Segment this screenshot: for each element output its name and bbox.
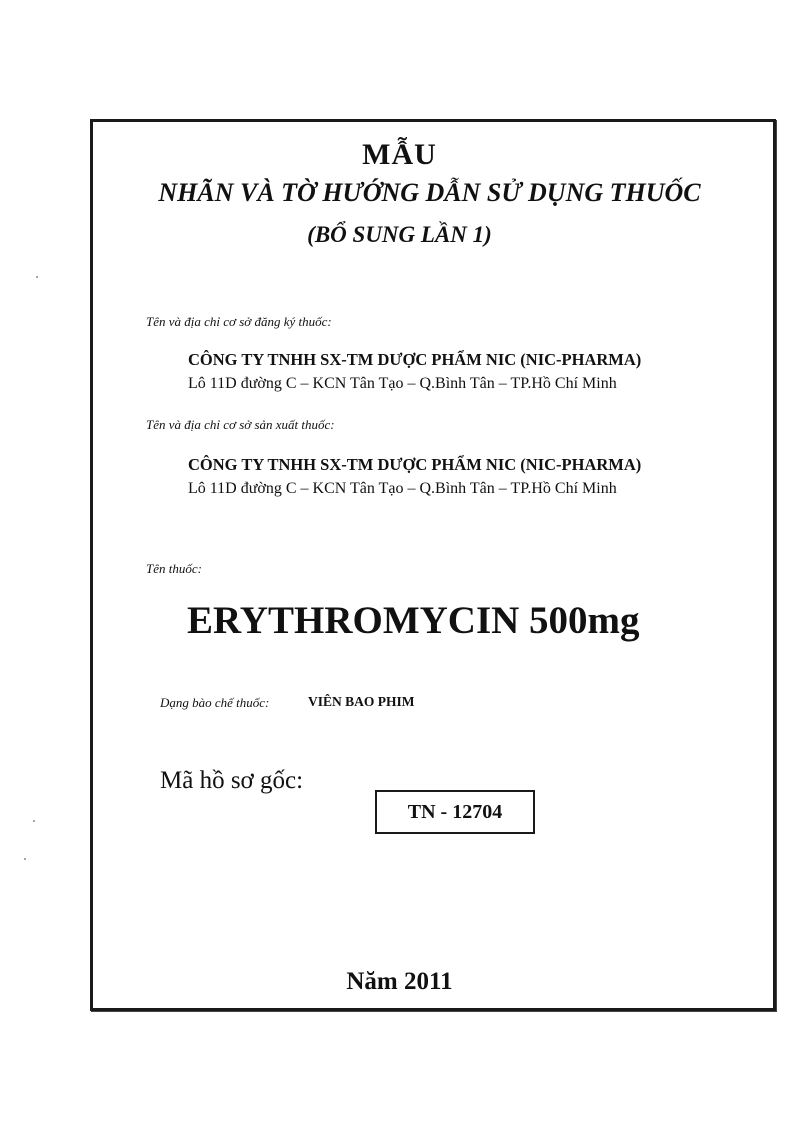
scan-speck [33, 820, 35, 822]
file-code-box [375, 790, 535, 834]
manufacturer-company: CÔNG TY TNHH SX-TM DƯỢC PHẨM NIC (NIC-PHARMA) [188, 455, 642, 474]
scan-speck [36, 276, 38, 278]
document-year: Năm 2011 [346, 968, 453, 995]
document-title: MẪU [362, 138, 437, 171]
drug-name: ERYTHROMYCIN 500mg [187, 599, 640, 642]
registrant-address: Lô 11D đường C – KCN Tân Tạo – Q.Bình Tân – TP.Hồ Chí Minh [188, 375, 617, 392]
registrant-label: Tên và địa chỉ cơ sở đăng ký thuốc: [146, 314, 332, 329]
file-code-label: Mã hồ sơ gốc: [160, 767, 304, 794]
dosage-form-value: VIÊN BAO PHIM [308, 694, 415, 709]
manufacturer-address: Lô 11D đường C – KCN Tân Tạo – Q.Bình Tân – TP.Hồ Chí Minh [188, 480, 617, 497]
registrant-company: CÔNG TY TNHH SX-TM DƯỢC PHẨM NIC (NIC-PHARMA) [188, 350, 642, 369]
supplement-note: (BỔ SUNG LẦN 1) [307, 222, 492, 247]
document-subtitle: NHÃN VÀ TỜ HƯỚNG DẪN SỬ DỤNG THUỐC [158, 178, 701, 207]
scan-speck [24, 858, 26, 860]
file-code-value: TN - 12704 [407, 801, 503, 823]
drug-name-label: Tên thuốc: [146, 561, 202, 576]
dosage-form-label: Dạng bào chế thuốc: [160, 695, 270, 710]
manufacturer-label: Tên và địa chỉ cơ sở sản xuất thuốc: [146, 417, 335, 432]
